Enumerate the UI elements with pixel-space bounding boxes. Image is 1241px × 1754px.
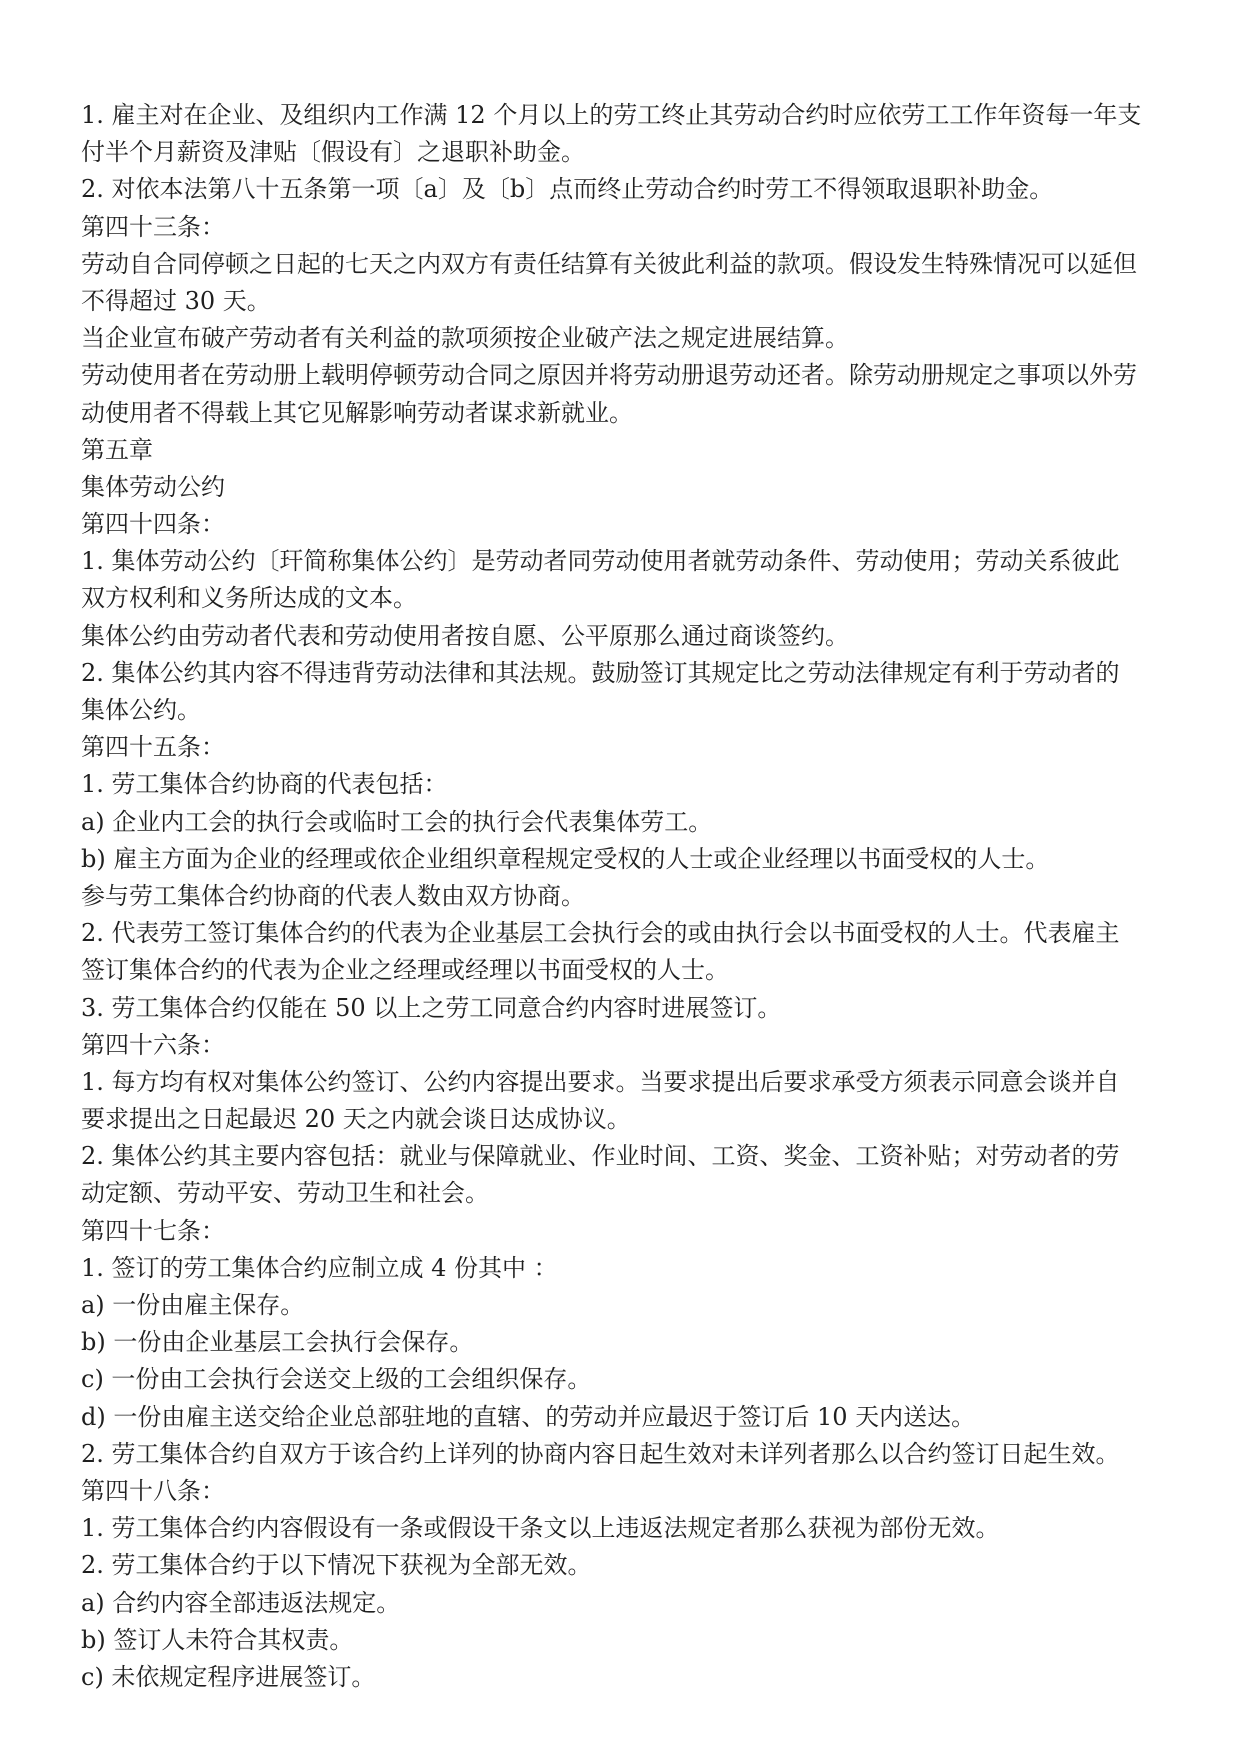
article-heading: 第四十七条： [81, 1216, 225, 1245]
text-line: b) 雇主方面为企业的经理或依企业组织章程规定受权的人士或企业经理以书面受权的人士。 [81, 844, 1050, 873]
text-line: 1. 劳工集体合约协商的代表包括： [81, 770, 448, 799]
text-line: b) 签订人未符合其权责。 [81, 1625, 354, 1654]
text-line: 动定额、劳动平安、劳动卫生和社会。 [81, 1179, 489, 1208]
text-line: c) 未依规定程序进展签订。 [81, 1662, 376, 1691]
text-line: 2. 对依本法第八十五条第一项〔a〕及〔b〕点而终止劳动合约时劳工不得领取退职补助金。 [81, 175, 1054, 204]
text-line: 付半个月薪资及津贴〔假设有〕之退职补助金。 [81, 138, 585, 167]
text-line: b) 一份由企业基层工会执行会保存。 [81, 1328, 474, 1357]
document-body [81, 97, 1166, 1696]
article-heading: 第四十三条： [81, 212, 225, 241]
text-line: 2. 劳工集体合约于以下情况下获视为全部无效。 [81, 1551, 592, 1580]
chapter-title: 集体劳动公约 [81, 472, 225, 501]
text-line: c) 一份由工会执行会送交上级的工会组织保存。 [81, 1365, 592, 1394]
text-line: 1. 雇主对在企业、及组织内工作满 12 个月以上的劳工终止其劳动合约时应依劳工工作年资每一年支 [81, 101, 1142, 129]
text-line: 参与劳工集体合约协商的代表人数由双方协商。 [81, 881, 585, 910]
text-line: 1. 每方均有权对集体公约签订、公约内容提出要求。当要求提出后要求承受方须表示同意会谈并自 [81, 1067, 1120, 1096]
text-line: 2. 劳工集体合约自双方于该合约上详列的协商内容日起生效对未详列者那么以合约签订日起生效。 [81, 1439, 1120, 1468]
text-line: a) 合约内容全部违返法规定。 [81, 1588, 401, 1617]
text-line: 签订集体合约的代表为企业之经理或经理以书面受权的人士。 [81, 956, 729, 985]
text-line: a) 一份由雇主保存。 [81, 1291, 305, 1319]
text-line: 2. 集体公约其主要内容包括：就业与保障就业、作业时间、工资、奖金、工资补贴；对劳动者的劳 [81, 1142, 1120, 1171]
text-line: 劳动自合同停顿之日起的七天之内双方有责任结算有关彼此利益的款项。假设发生特殊情况可以延但 [81, 249, 1137, 278]
text-line: 2. 集体公约其内容不得违背劳动法律和其法规。鼓励签订其规定比之劳动法律规定有利于劳动者的 [81, 658, 1120, 687]
text-line: 1. 签订的劳工集体合约应制立成 4 份其中 ： [81, 1253, 558, 1282]
text-line: 集体公约由劳动者代表和劳动使用者按自愿、公平原那么通过商谈签约。 [81, 621, 849, 650]
text-line: 1. 集体劳动公约〔玕简称集体公约〕是劳动者同劳动使用者就劳动条件、劳动使用；劳动关系彼此 [81, 547, 1120, 576]
text-line: 动使用者不得载上其它见解影响劳动者谋求新就业。 [81, 398, 633, 427]
text-line: 当企业宣布破产劳动者有关利益的款项须按企业破产法之规定进展结算。 [81, 324, 849, 353]
text-line: 3. 劳工集体合约仅能在 50 以上之劳工同意合约内容时进展签订。 [81, 993, 782, 1022]
text-line: 要求提出之日起最迟 20 天之内就会谈日达成协议。 [81, 1105, 631, 1134]
text-line: 1. 劳工集体合约内容假设有一条或假设干条文以上违返法规定者那么获视为部份无效。 [81, 1514, 1000, 1543]
text-line: a) 企业内工会的执行会或临时工会的执行会代表集体劳工。 [81, 807, 713, 836]
text-line: 劳动使用者在劳动册上载明停顿劳动合同之原因并将劳动册退劳动还者。除劳动册规定之事项以外劳 [81, 361, 1137, 390]
article-heading: 第四十六条： [81, 1030, 225, 1059]
article-heading: 第四十八条： [81, 1476, 225, 1505]
chapter-heading: 第五章 [81, 435, 153, 464]
article-heading: 第四十四条： [81, 510, 225, 539]
article-heading: 第四十五条： [81, 733, 225, 762]
text-line: d) 一份由雇主送交给企业总部驻地的直辖、的劳动并应最迟于签订后 10 天内送达。 [81, 1402, 976, 1431]
text-line: 集体公约。 [81, 696, 201, 724]
text-line: 不得超过 30 天。 [81, 286, 271, 315]
text-line: 双方权利和义务所达成的文本。 [81, 584, 417, 613]
text-line: 2. 代表劳工签订集体合约的代表为企业基层工会执行会的或由执行会以书面受权的人士。代表雇主 [81, 919, 1120, 948]
